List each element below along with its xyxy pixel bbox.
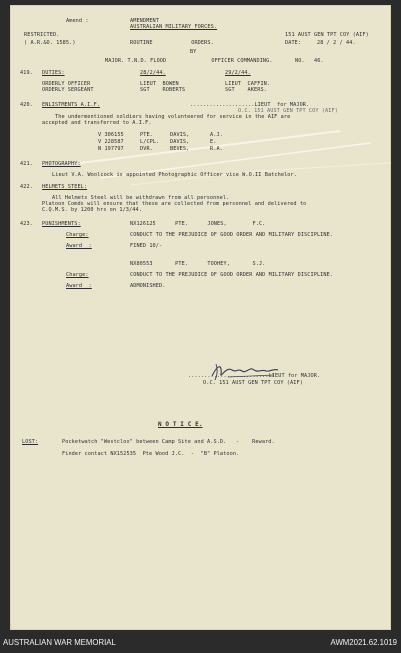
item-420-number: 420.	[20, 102, 33, 108]
notice-line-2: Finder contact NX152535 Pte Wood J.C. - "B" Platoon.	[62, 451, 240, 457]
force-title: AUSTRALIAN MILITARY FORCES.	[130, 24, 218, 30]
soldier-3-number: N 197797	[98, 146, 124, 152]
soldier-2-name: DAVIS,	[170, 139, 190, 145]
signature-unit: O.C. 151 AUST GEN TPT COY (AIF)	[203, 380, 303, 386]
duty-row-2-col1: SGT ROBERTS	[140, 87, 186, 93]
notice-line-1: Pocketwatch "Westclox" between Camp Site and A.S.D. - Reward.	[62, 439, 275, 445]
item-422-title: HELMETS STEEL:	[42, 184, 88, 190]
soldier-3-initials: R.A.	[210, 146, 223, 152]
photography-body: Lieut V.A. Woolcock is appointed Photographic Officer vice W.O.II Batchelor.	[52, 172, 297, 178]
punishment-2-soldier: NX80553 PTE. TOOHEY, S.J.	[130, 261, 266, 267]
order-no-label: NO.	[295, 58, 305, 64]
order-no-value: 46.	[314, 58, 324, 64]
helmets-body-2: Platoon Comds will ensure that these are collected from personnel and delivered to	[42, 201, 307, 207]
punishment-1-award: FINED 10/-	[130, 243, 163, 249]
document-sheet	[10, 5, 391, 630]
item-423-number: 423.	[20, 221, 33, 227]
date-label: DATE:	[285, 40, 302, 46]
copy-label: Amend :	[66, 18, 89, 24]
item-419-number: 419.	[20, 70, 33, 76]
copy-value: AMENDMENT	[130, 18, 160, 24]
soldier-1-rank: PTE.	[140, 132, 153, 138]
ar-reference: ( A.R.&O. 1585.)	[24, 40, 76, 46]
duties-date-2: 29/2/44.	[225, 70, 251, 76]
date-value: 28 / 2 / 44.	[317, 40, 356, 46]
punishment-1-award-label: Award :	[66, 243, 92, 249]
duty-row-1-label: ORDERLY OFFICER	[42, 81, 91, 87]
unit-name: 151 AUST GEN TPT COY (AIF)	[285, 32, 369, 38]
item-421-title: PHOTOGRAPHY:	[42, 161, 81, 167]
duties-date-1: 28/2/44.	[140, 70, 166, 76]
enlistment-body-1: The undermentioned soldiers having volunteered for service in the AIF are	[55, 114, 291, 120]
punishment-1-soldier: NX126125 PTE. JONES, F.C.	[130, 221, 266, 227]
soldier-3-rank: DVR.	[140, 146, 153, 152]
signature-line: .........................LIEUT for MAJOR.	[188, 373, 321, 379]
punishment-1-charge: CONDUCT TO THE PREJUDICE OF GOOD ORDER AND MILITARY DISCIPLINE.	[130, 232, 334, 238]
restricted-label: RESTRICTED.	[24, 32, 60, 38]
soldier-2-number: V 228587	[98, 139, 124, 145]
soldier-2-initials: E.	[210, 139, 217, 145]
soldier-1-initials: A.J.	[210, 132, 223, 138]
item-420-title: ENLISTMENTS A.I.F.	[42, 102, 101, 108]
punishment-2-award-label: Award :	[66, 283, 92, 289]
helmets-body-1: All Helmets Steel will be withdrawn from all personnel.	[52, 195, 230, 201]
punishment-2-award: ADMONISHED.	[130, 283, 166, 289]
punishment-2-charge-label: Charge:	[66, 272, 89, 278]
enlistment-body-2: accepted and transferred to A.I.F.	[42, 120, 152, 126]
soldier-3-name: BEVES,	[170, 146, 190, 152]
item-421-number: 421.	[20, 161, 33, 167]
officer-line: MAJOR. T.N.D. FLOOD OFFICER COMMANDING.	[105, 58, 273, 64]
punishment-2-charge: CONDUCT TO THE PREJUDICE OF GOOD ORDER AND MILITARY DISCIPLINE.	[130, 272, 334, 278]
notice-lost-label: LOST:	[22, 439, 39, 445]
duty-row-2-col2: SGT AKERS.	[225, 87, 267, 93]
duty-row-1-col2: LIEUT CAFFIN.	[225, 81, 271, 87]
footer-source: AUSTRALIAN WAR MEMORIAL	[3, 638, 116, 647]
item-423-title: PUNISHMENTS:	[42, 221, 81, 227]
enlistment-signoff: ....................LIEUT for MAJOR.	[190, 102, 310, 108]
soldier-1-name: DAVIS,	[170, 132, 190, 138]
soldier-2-rank: L/CPL.	[140, 139, 160, 145]
duty-row-1-col1: LIEUT BOWEN	[140, 81, 179, 87]
by-label: BY	[190, 49, 197, 55]
enlistment-stamp: O.C. 151 AUST GEN TPT COY (AIF)	[238, 108, 338, 114]
footer-accession-number: AWM2021.62.1019	[330, 638, 397, 647]
routine-orders-title: ROUTINE ORDERS.	[130, 40, 214, 46]
punishment-1-charge-label: Charge:	[66, 232, 89, 238]
duty-row-2-label: ORDERLY SERGEANT	[42, 87, 94, 93]
soldier-1-number: V 306155	[98, 132, 124, 138]
item-422-number: 422.	[20, 184, 33, 190]
item-419-title: DUTIES:	[42, 70, 65, 76]
helmets-body-3: C.Q.M.S. by 1200 hrs on 1/3/44.	[42, 207, 142, 213]
notice-title: N O T I C E.	[158, 421, 203, 428]
